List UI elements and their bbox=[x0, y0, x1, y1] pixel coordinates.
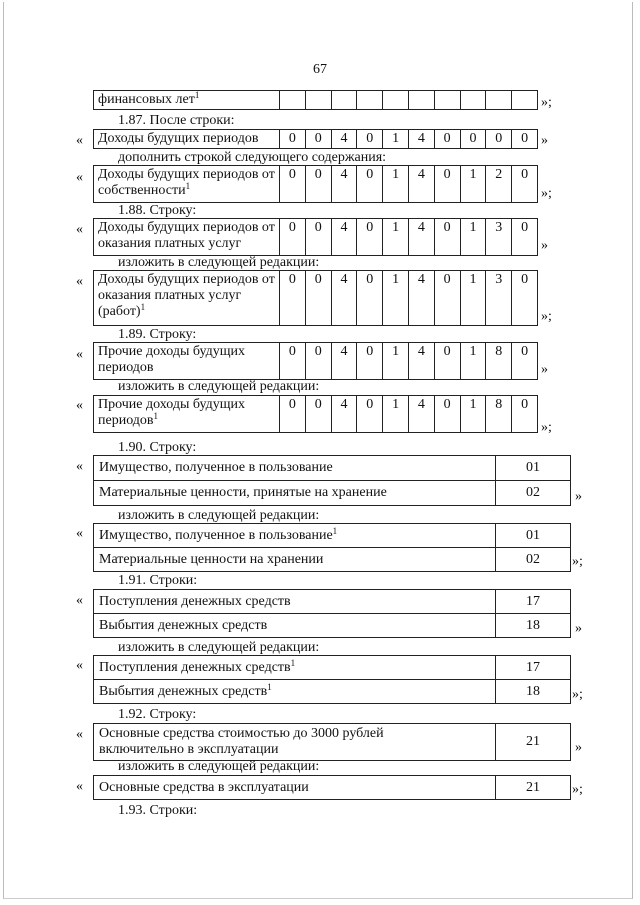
table-row bbox=[94, 656, 571, 680]
section-heading-1-90: 1.90. Строку: bbox=[118, 440, 197, 455]
code-row bbox=[94, 219, 538, 256]
table-row bbox=[94, 776, 571, 800]
table-cell: 02 bbox=[496, 548, 571, 572]
code-digit-cell: 0 bbox=[512, 166, 538, 203]
code-digit-cell: 0 bbox=[357, 166, 383, 203]
table-row bbox=[94, 456, 571, 481]
code-digit-cell: 4 bbox=[331, 271, 357, 326]
row-label: финансовых лет$^1$ bbox=[94, 91, 280, 110]
table-row bbox=[94, 548, 571, 572]
code-row bbox=[94, 130, 538, 149]
instruction-text: изложить в следующей редакции: bbox=[118, 640, 320, 655]
code-digit-cell: 0 bbox=[512, 396, 538, 433]
code-table-1-89-new bbox=[93, 395, 538, 433]
code-digit-cell: 0 bbox=[280, 396, 306, 433]
table-cell: 18 bbox=[496, 614, 571, 638]
code-digit-cell: 0 bbox=[280, 166, 306, 203]
table-cell bbox=[486, 91, 512, 110]
open-quote: « bbox=[76, 222, 83, 237]
code-digit-cell: 0 bbox=[280, 343, 306, 380]
instruction-text: изложить в следующей редакции: bbox=[118, 255, 320, 270]
close-quote: » bbox=[541, 133, 548, 148]
table-cell: Имущество, полученное в пользование$^1$ bbox=[94, 524, 496, 548]
table-cell: 21 bbox=[496, 776, 571, 800]
table-cell: 17 bbox=[496, 590, 571, 614]
table-row bbox=[94, 590, 571, 614]
code-table-1-87-new bbox=[93, 165, 538, 203]
table-cell: Имущество, полученное в пользование bbox=[94, 456, 496, 481]
footnote-mark: 1 bbox=[194, 90, 200, 100]
footnote-mark: 1 bbox=[140, 302, 146, 312]
code-digit-cell: 0 bbox=[305, 219, 331, 256]
section-heading-1-91: 1.91. Строки: bbox=[118, 573, 198, 588]
open-quote: « bbox=[76, 526, 83, 541]
table-cell: Основные средства в эксплуатации bbox=[94, 776, 496, 800]
code-digit-cell: 0 bbox=[434, 343, 460, 380]
code-digit-cell: 0 bbox=[434, 130, 460, 149]
code-digit-cell: 0 bbox=[512, 130, 538, 149]
code-digit-cell: 1 bbox=[383, 343, 409, 380]
code-digit-cell: 3 bbox=[486, 271, 512, 326]
table-cell bbox=[280, 91, 306, 110]
table-cell bbox=[331, 91, 357, 110]
code-digit-cell: 4 bbox=[408, 219, 434, 256]
code-digit-cell: 1 bbox=[460, 166, 486, 203]
code-digit-cell: 0 bbox=[512, 343, 538, 380]
instruction-text: изложить в следующей редакции: bbox=[118, 508, 320, 523]
table-row bbox=[94, 481, 571, 506]
footnote-mark: 1 bbox=[290, 657, 296, 668]
table-cell: Материальные ценности на хранении bbox=[94, 548, 496, 572]
table-cell: Материальные ценности, принятые на хранение bbox=[94, 481, 496, 506]
code-row bbox=[94, 166, 538, 203]
close-quote: » bbox=[575, 621, 582, 636]
footnote-mark: 1 bbox=[153, 411, 159, 421]
close-quote: »; bbox=[572, 554, 583, 569]
code-row bbox=[94, 271, 538, 326]
code-digit-cell: 0 bbox=[305, 271, 331, 326]
code-digit-cell: 4 bbox=[331, 130, 357, 149]
table-row bbox=[94, 680, 571, 704]
code-digit-cell: 4 bbox=[331, 396, 357, 433]
code-digit-cell: 0 bbox=[305, 343, 331, 380]
table-row bbox=[94, 614, 571, 638]
code-digit-cell: 0 bbox=[434, 166, 460, 203]
table-cell: Выбытия денежных средств$^1$ bbox=[94, 680, 496, 704]
code-digit-cell: 0 bbox=[460, 130, 486, 149]
open-quote: « bbox=[76, 274, 83, 289]
close-quote: » bbox=[541, 362, 548, 377]
table-cell: Выбытия денежных средств bbox=[94, 614, 496, 638]
code-digit-cell: 4 bbox=[408, 343, 434, 380]
close-quote: » bbox=[575, 740, 582, 755]
open-quote: « bbox=[76, 779, 83, 794]
table-cell: Прочие доходы будущих периодов$^1$ bbox=[94, 396, 280, 433]
code-digit-cell: 4 bbox=[408, 166, 434, 203]
code-digit-cell: 4 bbox=[331, 343, 357, 380]
table-cell: 21 bbox=[496, 724, 571, 761]
close-quote: »; bbox=[541, 309, 552, 324]
code-digit-cell: 4 bbox=[331, 166, 357, 203]
section-heading-1-88: 1.88. Строку: bbox=[118, 203, 197, 218]
table-cell bbox=[434, 91, 460, 110]
code-digit-cell: 8 bbox=[486, 396, 512, 433]
open-quote: « bbox=[76, 727, 83, 742]
code-digit-cell: 4 bbox=[408, 396, 434, 433]
code-digit-cell: 1 bbox=[383, 130, 409, 149]
table-cell: Доходы будущих периодов bbox=[94, 130, 280, 149]
table-cell: 02 bbox=[496, 481, 571, 506]
table-cell bbox=[357, 91, 383, 110]
open-quote: « bbox=[76, 170, 83, 185]
code-digit-cell: 2 bbox=[486, 166, 512, 203]
table-1-90-new bbox=[93, 523, 571, 572]
table-cell: Прочие доходы будущих периодов bbox=[94, 343, 280, 380]
code-digit-cell: 0 bbox=[486, 130, 512, 149]
close-quote: »; bbox=[541, 186, 552, 201]
table-cell bbox=[305, 91, 331, 110]
open-quote: « bbox=[76, 593, 83, 608]
footnote-mark: 1 bbox=[185, 181, 191, 191]
code-digit-cell: 1 bbox=[383, 396, 409, 433]
code-table-financial-years bbox=[93, 90, 538, 110]
table-cell: 01 bbox=[496, 456, 571, 481]
code-digit-cell: 1 bbox=[460, 396, 486, 433]
close-quote: »; bbox=[541, 420, 552, 435]
open-quote: « bbox=[76, 347, 83, 362]
code-digit-cell: 1 bbox=[383, 219, 409, 256]
code-digit-cell: 1 bbox=[383, 166, 409, 203]
close-quote: » bbox=[575, 489, 582, 504]
section-heading-1-87: 1.87. После строки: bbox=[118, 113, 235, 128]
code-digit-cell: 4 bbox=[408, 271, 434, 326]
code-digit-cell: 0 bbox=[434, 396, 460, 433]
code-table-1-89 bbox=[93, 342, 538, 380]
table-cell bbox=[512, 91, 538, 110]
code-table-1-88-new bbox=[93, 270, 538, 326]
table-cell: Поступления денежных средств$^1$ bbox=[94, 656, 496, 680]
table-cell: 18 bbox=[496, 680, 571, 704]
table-cell bbox=[460, 91, 486, 110]
close-quote: »; bbox=[572, 687, 583, 702]
code-digit-cell: 1 bbox=[460, 219, 486, 256]
code-digit-cell: 0 bbox=[305, 166, 331, 203]
table-row bbox=[94, 724, 571, 761]
table-cell: Основные средства стоимостью до 3000 рублей включительно в эксплуатации bbox=[94, 724, 496, 761]
instruction-text: изложить в следующей редакции: bbox=[118, 379, 320, 394]
code-digit-cell: 1 bbox=[460, 343, 486, 380]
code-digit-cell: 0 bbox=[357, 343, 383, 380]
section-heading-1-92: 1.92. Строку: bbox=[118, 707, 197, 722]
code-digit-cell: 0 bbox=[280, 271, 306, 326]
code-digit-cell: 0 bbox=[357, 130, 383, 149]
table-cell: Поступления денежных средств bbox=[94, 590, 496, 614]
table-1-90 bbox=[93, 455, 571, 506]
close-quote: »; bbox=[572, 782, 583, 797]
code-digit-cell: 0 bbox=[434, 219, 460, 256]
code-digit-cell: 3 bbox=[486, 219, 512, 256]
code-table-1-88 bbox=[93, 218, 538, 256]
table-row bbox=[94, 524, 571, 548]
table-1-91 bbox=[93, 589, 571, 638]
section-heading-1-93: 1.93. Строки: bbox=[118, 803, 198, 818]
code-digit-cell: 0 bbox=[434, 271, 460, 326]
instruction-text: изложить в следующей редакции: bbox=[118, 759, 320, 774]
code-digit-cell: 4 bbox=[331, 219, 357, 256]
open-quote: « bbox=[76, 398, 83, 413]
code-digit-cell: 8 bbox=[486, 343, 512, 380]
table-cell: Доходы будущих периодов от оказания платных услуг bbox=[94, 219, 280, 256]
code-digit-cell: 0 bbox=[512, 271, 538, 326]
close-quote: » bbox=[541, 238, 548, 253]
table-cell bbox=[408, 91, 434, 110]
code-digit-cell: 0 bbox=[305, 396, 331, 433]
table-1-92 bbox=[93, 723, 571, 761]
code-row bbox=[94, 396, 538, 433]
code-table-1-87 bbox=[93, 129, 538, 149]
close-quote: »; bbox=[541, 95, 552, 110]
code-digit-cell: 0 bbox=[357, 396, 383, 433]
table-1-92-new bbox=[93, 775, 571, 800]
open-quote: « bbox=[76, 459, 83, 474]
code-digit-cell: 1 bbox=[383, 271, 409, 326]
table-cell: 17 bbox=[496, 656, 571, 680]
open-quote: « bbox=[76, 133, 83, 148]
open-quote: « bbox=[76, 658, 83, 673]
footnote-mark: 1 bbox=[332, 525, 338, 536]
code-digit-cell: 0 bbox=[357, 219, 383, 256]
code-digit-cell: 0 bbox=[512, 219, 538, 256]
code-digit-cell: 1 bbox=[460, 271, 486, 326]
table-1-91-new bbox=[93, 655, 571, 704]
code-digit-cell: 0 bbox=[357, 271, 383, 326]
code-digit-cell: 0 bbox=[305, 130, 331, 149]
code-row bbox=[94, 343, 538, 380]
page-number: 67 bbox=[313, 62, 327, 77]
table-cell: 01 bbox=[496, 524, 571, 548]
code-digit-cell: 0 bbox=[280, 130, 306, 149]
code-digit-cell: 4 bbox=[408, 130, 434, 149]
section-heading-1-89: 1.89. Строку: bbox=[118, 327, 197, 342]
code-digit-cell: 0 bbox=[280, 219, 306, 256]
table-cell bbox=[383, 91, 409, 110]
table-cell: Доходы будущих периодов от оказания платных услуг (работ)$^1$ bbox=[94, 271, 280, 326]
footnote-mark: 1 bbox=[267, 681, 272, 692]
instruction-text: дополнить строкой следующего содержания: bbox=[118, 150, 387, 165]
table-cell: Доходы будущих периодов от собственности$^1$ bbox=[94, 166, 280, 203]
